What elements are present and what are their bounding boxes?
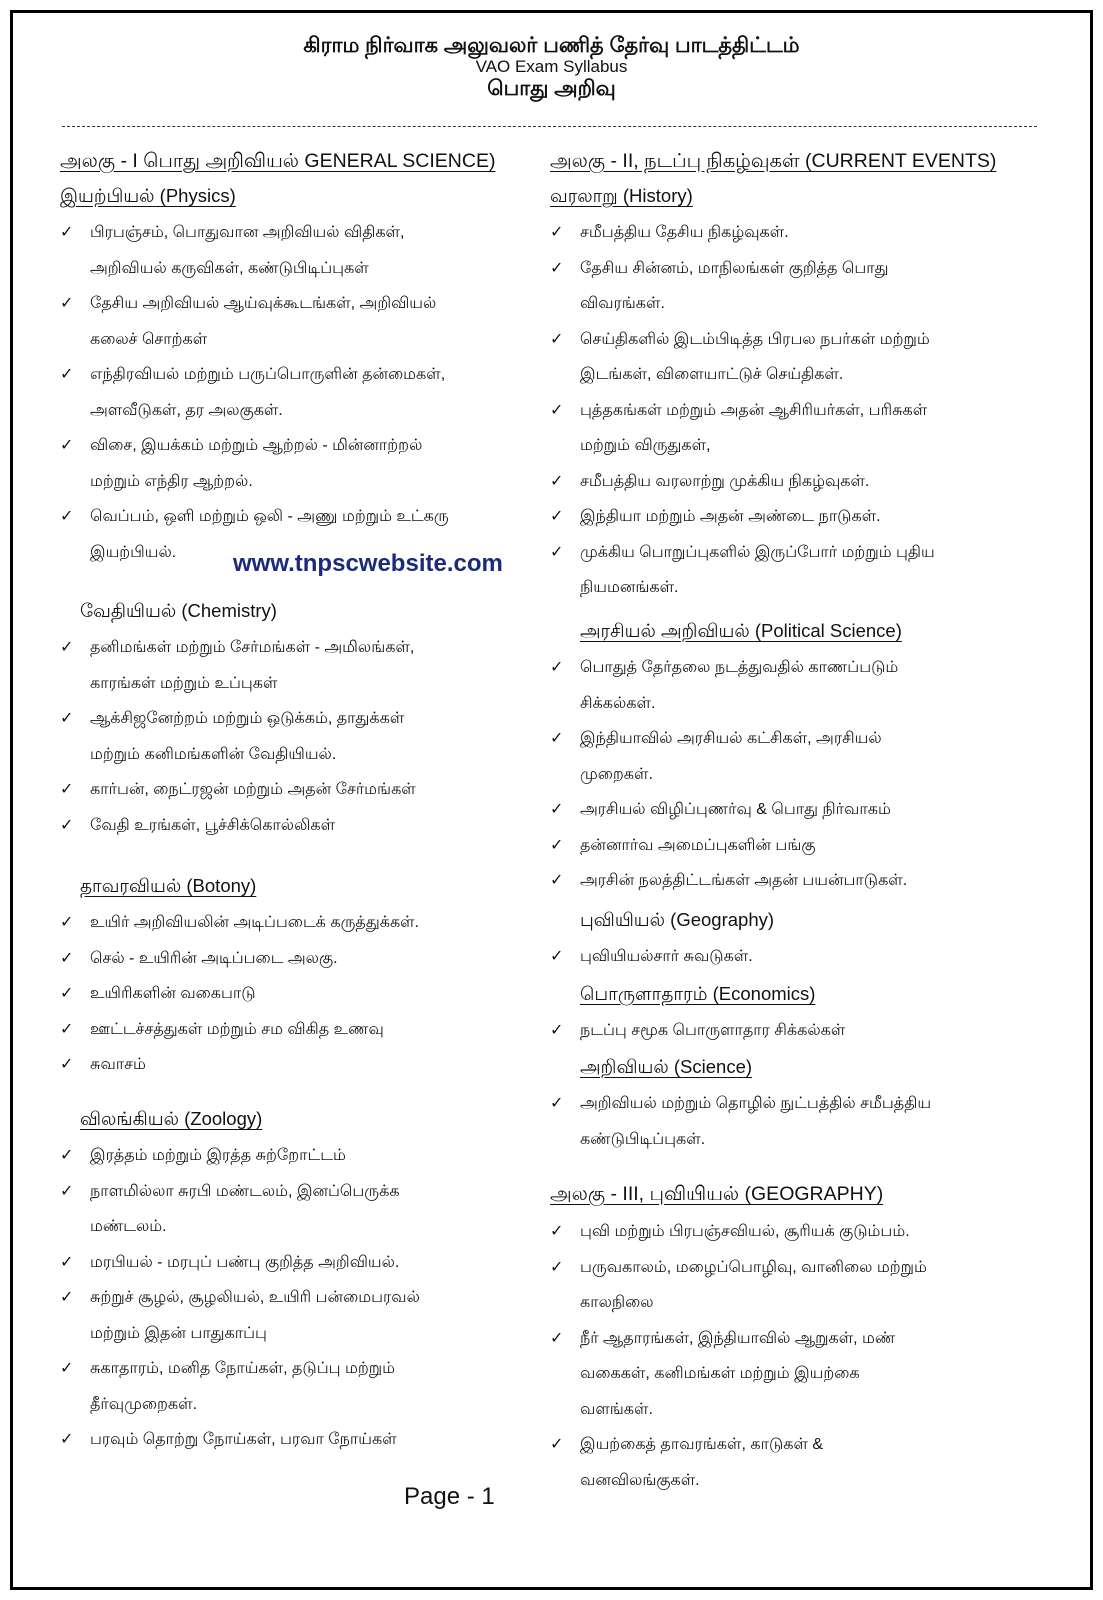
item-text-line: பொதுத் தேர்தலை நடத்துவதில் காணப்படும் bbox=[580, 659, 899, 676]
syllabus-item bbox=[60, 1047, 560, 1083]
checkmark-icon: ✓ bbox=[550, 330, 564, 348]
checkmark-icon: ✓ bbox=[60, 1360, 74, 1377]
dashed-divider bbox=[62, 126, 1037, 127]
item-text-line: சுவாசம் bbox=[90, 1056, 146, 1073]
syllabus-item bbox=[550, 828, 1080, 864]
checkmark-icon: ✓ bbox=[550, 543, 564, 561]
section-title: அரசியல் அறிவியல் (Political Science) bbox=[580, 620, 902, 641]
item-text-line: வகைகள், கனிமங்கள் மற்றும் இயற்கை bbox=[580, 1365, 860, 1382]
unit-1-heading bbox=[60, 147, 540, 175]
syllabus-item bbox=[60, 1245, 560, 1281]
item-text-line: மற்றும் எந்திர ஆற்றல். bbox=[90, 472, 253, 490]
item-text-line: அறிவியல் மற்றும் தொழில் நுட்பத்தில் சமீபத்திய bbox=[580, 1095, 932, 1112]
syllabus-item bbox=[60, 215, 540, 286]
item-text-line: அரசின் நலத்திட்டங்கள் அதன் பயன்பாடுகள். bbox=[580, 872, 908, 889]
checkmark-icon: ✓ bbox=[60, 1056, 74, 1073]
item-text-line: மற்றும் விருதுகள், bbox=[580, 437, 711, 454]
checkmark-icon: ✓ bbox=[550, 1329, 564, 1347]
syllabus-item bbox=[60, 1280, 560, 1351]
syllabus-item bbox=[60, 905, 560, 941]
checkmark-icon: ✓ bbox=[550, 1022, 564, 1039]
item-text-line: நாளமில்லா சுரபி மண்டலம், இனப்பெருக்க bbox=[90, 1182, 400, 1200]
checkmark-icon: ✓ bbox=[60, 949, 74, 967]
section-political-science bbox=[550, 617, 1080, 899]
item-text-line: புவி மற்றும் பிரபஞ்சவியல், சூரியக் குடும்பம். bbox=[580, 1223, 910, 1240]
item-text-line: இயற்பியல். bbox=[90, 543, 177, 561]
checkmark-icon: ✓ bbox=[60, 437, 74, 454]
item-text-line: தேசிய அறிவியல் ஆய்வுக்கூடங்கள், அறிவியல் bbox=[90, 295, 437, 312]
item-text-line: நடப்பு சமூக பொருளாதார சிக்கல்கள் bbox=[580, 1022, 846, 1039]
item-text-line: சமீபத்திய வரலாற்று முக்கிய நிகழ்வுகள். bbox=[580, 472, 870, 490]
item-text-line: சுகாதாரம், மனித நோய்கள், தடுப்பு மற்றும் bbox=[90, 1360, 395, 1377]
item-text-line: தேசிய சின்னம், மாநிலங்கள் குறித்த பொது bbox=[580, 259, 889, 277]
checkmark-icon: ✓ bbox=[60, 366, 74, 383]
syllabus-item bbox=[60, 1012, 560, 1048]
section-title: அறிவியல் (Science) bbox=[580, 1056, 753, 1077]
syllabus-item bbox=[60, 357, 540, 428]
item-text-line: ஊட்டச்சத்துகள் மற்றும் சம விகித உணவு bbox=[90, 1020, 384, 1038]
item-text-line: அறிவியல் கருவிகள், கண்டுபிடிப்புகள் bbox=[90, 259, 369, 277]
checkmark-icon: ✓ bbox=[60, 224, 74, 241]
checkmark-icon: ✓ bbox=[550, 836, 564, 854]
item-text-line: நியமனங்கள். bbox=[580, 579, 679, 596]
item-text-line: பருவகாலம், மழைப்பொழிவு, வானிலை மற்றும் bbox=[580, 1258, 927, 1276]
checkmark-icon: ✓ bbox=[60, 816, 74, 834]
section-zoology bbox=[60, 1105, 560, 1458]
item-text-line: செல் - உயிரின் அடிப்படை அலகு. bbox=[90, 949, 338, 967]
checkmark-icon: ✓ bbox=[550, 730, 564, 747]
syllabus-item bbox=[550, 939, 1080, 975]
item-text-line: விசை, இயக்கம் மற்றும் ஆற்றல் - மின்னாற்றல் bbox=[90, 437, 423, 454]
syllabus-item bbox=[550, 322, 1050, 393]
unit-3-title: அலகு - III, புவியியல் (GEOGRAPHY) bbox=[550, 1183, 884, 1205]
section-title: வேதியியல் (Chemistry) bbox=[80, 600, 277, 621]
section-science bbox=[550, 1053, 1080, 1157]
syllabus-item bbox=[550, 721, 1080, 792]
item-text-line: இடங்கள், விளையாட்டுச் செய்திகள். bbox=[580, 366, 844, 383]
item-text-line: சிக்கல்கள். bbox=[580, 694, 656, 712]
item-text-line: மண்டலம். bbox=[90, 1218, 167, 1235]
item-text-line: தனிமங்கள் மற்றும் சேர்மங்கள் - அமிலங்கள், bbox=[90, 639, 415, 656]
item-text-line: இந்தியாவில் அரசியல் கட்சிகள், அரசியல் bbox=[580, 730, 882, 747]
checkmark-icon: ✓ bbox=[60, 985, 74, 1002]
item-text-line: புவியியல்சார் சுவடுகள். bbox=[580, 948, 753, 965]
syllabus-item bbox=[550, 1427, 1050, 1498]
checkmark-icon: ✓ bbox=[60, 1253, 74, 1271]
unit-1-title: அலகு - I பொது அறிவியல் GENERAL SCIENCE) bbox=[60, 150, 496, 172]
checkmark-icon: ✓ bbox=[550, 224, 564, 241]
checkmark-icon: ✓ bbox=[550, 659, 564, 676]
syllabus-item bbox=[60, 1174, 560, 1245]
item-text-line: தீர்வுமுறைகள். bbox=[90, 1395, 198, 1413]
checkmark-icon: ✓ bbox=[550, 1436, 564, 1453]
section-title: வரலாறு (History) bbox=[550, 185, 693, 206]
syllabus-item bbox=[60, 772, 560, 808]
item-text-line: பரவும் தொற்று நோய்கள், பரவா நோய்கள் bbox=[90, 1431, 397, 1448]
subtitle-tamil: பொது அறிவு bbox=[487, 77, 616, 100]
section-title: விலங்கியல் (Zoology) bbox=[80, 1108, 263, 1129]
syllabus-item bbox=[60, 808, 560, 844]
item-text-line: மற்றும் கனிமங்களின் வேதியியல். bbox=[90, 745, 337, 763]
item-text-line: வனவிலங்குகள். bbox=[580, 1471, 700, 1489]
section-geography-unit3 bbox=[550, 1214, 1050, 1498]
item-text-line: சுற்றுச் சூழல், சூழலியல், உயிரி பன்மைபரவல் bbox=[90, 1289, 420, 1306]
item-text-line: கார்பன், நைட்ரஜன் மற்றும் அதன் சேர்மங்கள் bbox=[90, 781, 416, 798]
item-text-line: வேதி உரங்கள், பூச்சிக்கொல்லிகள் bbox=[90, 816, 336, 834]
section-history bbox=[550, 182, 1050, 606]
checkmark-icon: ✓ bbox=[60, 508, 74, 525]
syllabus-item bbox=[550, 1250, 1050, 1321]
checkmark-icon: ✓ bbox=[550, 472, 564, 490]
item-text-line: எந்திரவியல் மற்றும் பருப்பொருளின் தன்மைகள், bbox=[90, 366, 446, 383]
checkmark-icon: ✓ bbox=[60, 639, 74, 656]
item-text-line: வெப்பம், ஒளி மற்றும் ஒலி - அணு மற்றும் உட்கரு bbox=[90, 508, 449, 525]
checkmark-icon: ✓ bbox=[550, 259, 564, 277]
section-economics bbox=[550, 980, 1080, 1049]
checkmark-icon: ✓ bbox=[550, 948, 564, 965]
item-text-line: உயிர் அறிவியலின் அடிப்படைக் கருத்துக்கள். bbox=[90, 914, 420, 931]
syllabus-item bbox=[550, 535, 1050, 606]
syllabus-item bbox=[550, 1086, 1080, 1157]
item-text-line: காலநிலை bbox=[580, 1294, 654, 1311]
section-geography bbox=[550, 906, 1080, 975]
syllabus-item bbox=[550, 1013, 1080, 1049]
item-text-line: உயிரிகளின் வகைபாடு bbox=[90, 985, 256, 1002]
section-physics bbox=[60, 182, 540, 570]
page-number: Page - 1 bbox=[404, 1483, 495, 1510]
checkmark-icon: ✓ bbox=[550, 401, 564, 419]
checkmark-icon: ✓ bbox=[60, 1289, 74, 1306]
syllabus-item bbox=[550, 499, 1050, 535]
checkmark-icon: ✓ bbox=[60, 1431, 74, 1448]
item-text-line: காரங்கள் மற்றும் உப்புகள் bbox=[90, 674, 278, 692]
syllabus-item bbox=[550, 792, 1080, 828]
syllabus-item bbox=[60, 428, 540, 499]
item-text-line: இயற்கைத் தாவரங்கள், காடுகள் & bbox=[580, 1436, 824, 1453]
item-text-line: முக்கிய பொறுப்புகளில் இருப்போர் மற்றும் புதிய bbox=[580, 543, 935, 561]
syllabus-item bbox=[550, 1214, 1050, 1250]
unit-3-heading bbox=[550, 1180, 1050, 1208]
checkmark-icon: ✓ bbox=[550, 1258, 564, 1276]
section-chemistry bbox=[60, 597, 560, 843]
syllabus-item bbox=[550, 464, 1050, 500]
section-title: பொருளாதாரம் (Economics) bbox=[580, 983, 816, 1004]
syllabus-item bbox=[60, 701, 560, 772]
title-tamil: கிராம நிர்வாக அலுவலர் பணித் தேர்வு பாடத்திட்டம் bbox=[303, 34, 800, 57]
document-header bbox=[0, 34, 1103, 102]
section-title: தாவரவியல் (Botony) bbox=[80, 875, 257, 896]
checkmark-icon: ✓ bbox=[60, 1147, 74, 1164]
syllabus-item bbox=[60, 976, 560, 1012]
syllabus-item bbox=[550, 650, 1080, 721]
syllabus-item bbox=[550, 393, 1050, 464]
item-text-line: நீர் ஆதாரங்கள், இந்தியாவில் ஆறுகள், மண் bbox=[580, 1329, 896, 1347]
item-text-line: இந்தியா மற்றும் அதன் அண்டை நாடுகள். bbox=[580, 508, 881, 525]
item-text-line: கலைச் சொற்கள் bbox=[90, 330, 208, 348]
section-title: புவியியல் (Geography) bbox=[580, 909, 775, 930]
checkmark-icon: ✓ bbox=[60, 1020, 74, 1038]
checkmark-icon: ✓ bbox=[60, 781, 74, 798]
checkmark-icon: ✓ bbox=[550, 508, 564, 525]
syllabus-item bbox=[60, 1138, 560, 1174]
checkmark-icon: ✓ bbox=[60, 710, 74, 727]
checkmark-icon: ✓ bbox=[550, 1095, 564, 1112]
checkmark-icon: ✓ bbox=[550, 872, 564, 889]
item-text-line: முறைகள். bbox=[580, 765, 653, 783]
syllabus-item bbox=[60, 286, 540, 357]
checkmark-icon: ✓ bbox=[60, 295, 74, 312]
syllabus-item bbox=[60, 1422, 560, 1458]
syllabus-item bbox=[550, 1321, 1050, 1428]
checkmark-icon: ✓ bbox=[550, 801, 564, 818]
item-text-line: கண்டுபிடிப்புகள். bbox=[580, 1130, 706, 1148]
item-text-line: அளவீடுகள், தர அலகுகள். bbox=[90, 401, 283, 419]
item-text-line: புத்தகங்கள் மற்றும் அதன் ஆசிரியர்கள், பரிசுகள் bbox=[580, 401, 928, 419]
syllabus-item bbox=[550, 251, 1050, 322]
syllabus-item bbox=[60, 941, 560, 977]
title-english: VAO Exam Syllabus bbox=[475, 57, 628, 76]
unit-2-heading bbox=[550, 147, 1050, 175]
syllabus-item bbox=[550, 863, 1080, 899]
syllabus-item bbox=[60, 630, 560, 701]
item-text-line: இரத்தம் மற்றும் இரத்த சுற்றோட்டம் bbox=[90, 1147, 346, 1164]
syllabus-item bbox=[550, 215, 1050, 251]
item-text-line: ஆக்சிஜனேற்றம் மற்றும் ஒடுக்கம், தாதுக்கள் bbox=[90, 710, 405, 727]
checkmark-icon: ✓ bbox=[60, 914, 74, 931]
website-watermark: www.tnpscwebsite.com bbox=[233, 550, 503, 577]
syllabus-item bbox=[60, 1351, 560, 1422]
item-text-line: தன்னார்வ அமைப்புகளின் பங்கு bbox=[580, 836, 816, 854]
item-text-line: அரசியல் விழிப்புணர்வு & பொது நிர்வாகம் bbox=[580, 801, 891, 818]
item-text-line: மரபியல் - மரபுப் பண்பு குறித்த அறிவியல். bbox=[90, 1253, 400, 1271]
section-title: இயற்பியல் (Physics) bbox=[60, 185, 236, 206]
unit-2-title: அலகு - II, நடப்பு நிகழ்வுகள் (CURRENT EVENTS) bbox=[550, 150, 997, 172]
checkmark-icon: ✓ bbox=[60, 1182, 74, 1200]
section-botany bbox=[60, 872, 560, 1083]
item-text-line: பிரபஞ்சம், பொதுவான அறிவியல் விதிகள், bbox=[90, 224, 405, 241]
item-text-line: வளங்கள். bbox=[580, 1400, 653, 1418]
item-text-line: விவரங்கள். bbox=[580, 295, 665, 312]
checkmark-icon: ✓ bbox=[550, 1223, 564, 1240]
item-text-line: செய்திகளில் இடம்பிடித்த பிரபல நபர்கள் மற்றும் bbox=[580, 330, 930, 348]
item-text-line: மற்றும் இதன் பாதுகாப்பு bbox=[90, 1324, 267, 1342]
item-text-line: சமீபத்திய தேசிய நிகழ்வுகள். bbox=[580, 224, 789, 241]
